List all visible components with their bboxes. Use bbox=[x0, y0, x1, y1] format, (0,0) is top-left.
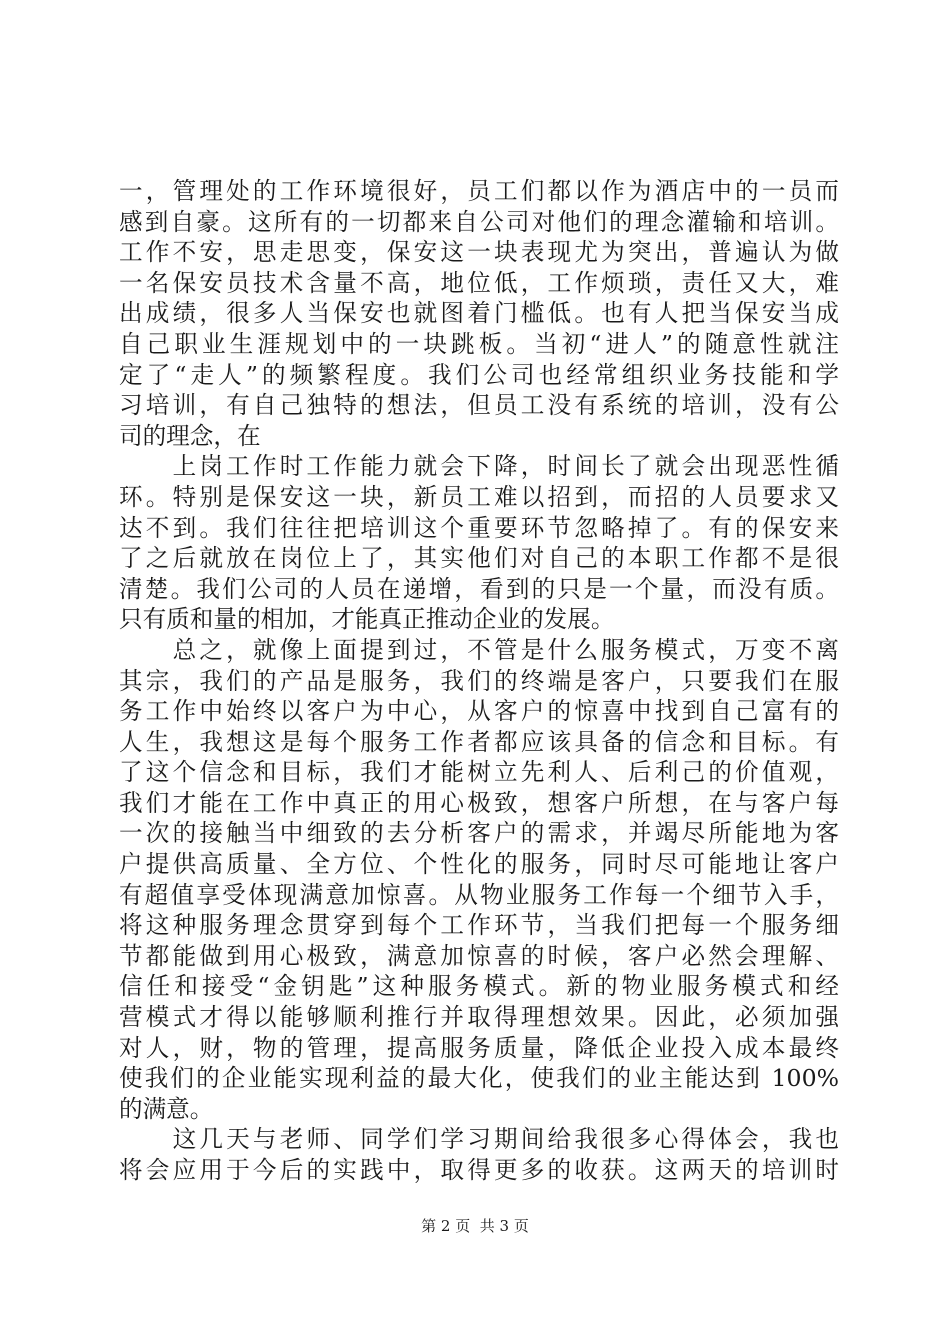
text-line: 人生，我想这是每个服务工作者都应该具备的信念和目标。有 bbox=[119, 727, 839, 756]
text-line: 感到自豪。这所有的一切都来自公司对他们的理念灌输和培训。 bbox=[119, 207, 839, 236]
text-line: 定了“走人”的频繁程度。我们公司也经常组织业务技能和学 bbox=[119, 360, 839, 389]
text-line: 对人，财，物的管理，提高服务质量，降低企业投入成本最终 bbox=[119, 1033, 839, 1062]
text-line: 习培训，有自己独特的想法，但员工没有系统的培训，没有公 bbox=[119, 391, 839, 420]
text-line: 将会应用于今后的实践中，取得更多的收获。这两天的培训时 bbox=[119, 1156, 839, 1184]
text-line: 我们才能在工作中真正的用心极致，想客户所想，在与客户每 bbox=[119, 788, 839, 817]
text-line: 环。特别是保安这一块，新员工难以招到，而招的人员要求又 bbox=[119, 482, 839, 511]
text-line: 有超值享受体现满意加惊喜。从物业服务工作每一个细节入手， bbox=[119, 880, 839, 909]
text-line: 达不到。我们往往把培训这个重要环节忽略掉了。有的保安来 bbox=[119, 513, 839, 542]
page-footer: 第 2 页 共 3 页 bbox=[421, 1217, 529, 1235]
text-line: 户提供高质量、全方位、个性化的服务，同时尽可能地让客户 bbox=[119, 850, 839, 879]
text-line: 上岗工作时工作能力就会下降，时间长了就会出现恶性循 bbox=[119, 452, 839, 481]
text-line: 信任和接受“金钥匙”这种服务模式。新的物业服务模式和经 bbox=[119, 972, 839, 1001]
text-line: 自己职业生涯规划中的一块跳板。当初“进人”的随意性就注 bbox=[119, 329, 839, 358]
text-line: 一次的接触当中细致的去分析客户的需求，并竭尽所能地为客 bbox=[119, 819, 839, 848]
text-line: 其宗，我们的产品是服务，我们的终端是客户，只要我们在服 bbox=[119, 666, 839, 695]
text-line: 务工作中始终以客户为中心，从客户的惊喜中找到自己富有的 bbox=[119, 697, 839, 726]
text-line: 这几天与老师、同学们学习期间给我很多心得体会，我也 bbox=[119, 1125, 839, 1154]
text-line: 使我们的企业能实现利益的最大化，使我们的业主能达到 100% bbox=[119, 1064, 839, 1093]
text-line: 工作不安，思走思变，保安这一块表现尤为突出，普遍认为做 bbox=[119, 238, 839, 267]
text-line: 营模式才得以能够顺利推行并取得理想效果。因此，必须加强 bbox=[119, 1003, 839, 1032]
text-line: 司的理念，在 bbox=[119, 421, 261, 450]
text-line: 一，管理处的工作环境很好，员工们都以作为酒店中的一员而 bbox=[119, 177, 839, 205]
text-line: 一名保安员技术含量不高，地位低，工作烦琐，责任又大，难 bbox=[119, 268, 839, 297]
text-line: 出成绩，很多人当保安也就图着门槛低。也有人把当保安当成 bbox=[119, 299, 839, 328]
text-line: 将这种服务理念贯穿到每个工作环节，当我们把每一个服务细 bbox=[119, 911, 839, 940]
text-line: 只有质和量的相加，才能真正推动企业的发展。 bbox=[119, 605, 615, 634]
text-line: 了之后就放在岗位上了，其实他们对自己的本职工作都不是很 bbox=[119, 544, 839, 573]
text-line: 的满意。 bbox=[119, 1094, 214, 1123]
text-line: 了这个信念和目标，我们才能树立先利人、后利己的价值观， bbox=[119, 758, 839, 787]
text-line: 总之，就像上面提到过，不管是什么服务模式，万变不离 bbox=[119, 635, 839, 664]
document-body bbox=[119, 176, 839, 1186]
text-line: 清楚。我们公司的人员在递增，看到的只是一个量，而没有质。 bbox=[119, 574, 839, 603]
text-line: 节都能做到用心极致，满意加惊喜的时候，客户必然会理解、 bbox=[119, 941, 839, 970]
